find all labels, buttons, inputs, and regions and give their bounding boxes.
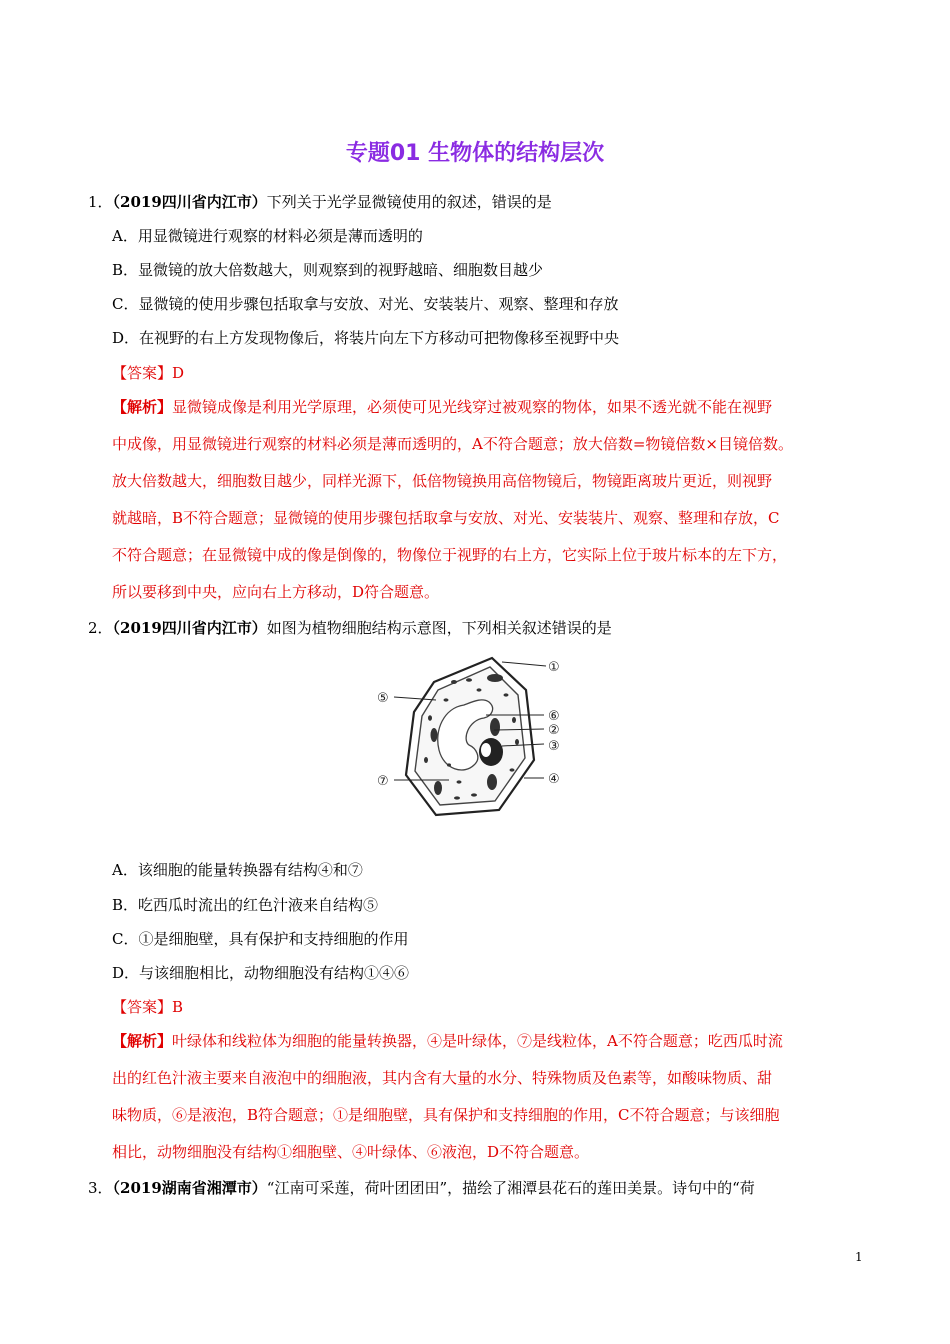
label-1: ①	[548, 660, 560, 675]
question-text: 如图为植物细胞结构示意图，下列相关叙述错误的是	[266, 619, 612, 637]
label-7: ⑦	[377, 774, 389, 789]
q2-option-c: C．①是细胞壁，具有保护和支持细胞的作用	[112, 930, 409, 948]
question-2-stem	[88, 618, 612, 638]
q2-analysis-line-4: 相比，动物细胞没有结构①细胞壁、④叶绿体、⑥液泡，D不符合题意。	[112, 1143, 590, 1161]
q2-answer	[112, 997, 183, 1017]
q2-analysis-line-2: 出的红色汁液主要来自液泡中的细胞液，其内含有大量的水分、特殊物质及色素等，如酸味物质、甜	[112, 1069, 773, 1087]
q1-analysis-line-2: 中成像，用显微镜进行观察的材料必须是薄而透明的，A不符合题意；放大倍数=物镜倍数×目镜倍数。	[112, 435, 793, 453]
q2-analysis-line-3: 味物质，⑥是液泡，B符合题意；①是细胞壁，具有保护和支持细胞的作用，C不符合题意；与该细胞	[112, 1106, 780, 1124]
chloroplast	[490, 718, 500, 736]
page-number: 1	[855, 1250, 863, 1264]
analysis-text: 叶绿体和线粒体为细胞的能量转换器，④是叶绿体，⑦是线粒体，A不符合题意；吃西瓜时流	[172, 1032, 783, 1050]
analysis-text: 显微镜成像是利用光学原理，必须使可见光线穿过被观察的物体，如果不透光就不能在视野	[172, 398, 773, 416]
q1-analysis-line-3: 放大倍数越大，细胞数目越少，同样光源下，低倍物镜换用高倍物镜后，物镜距离玻片更近，则视野	[112, 472, 773, 490]
answer-value: B	[172, 998, 184, 1016]
q1-option-d: D．在视野的右上方发现物像后，将装片向左下方移动可把物像移至视野中央	[112, 329, 620, 347]
q2-analysis-line-1	[112, 1031, 783, 1051]
question-source: （2019四川省内江市）	[112, 619, 267, 637]
answer-value: D	[172, 364, 185, 382]
analysis-tag: 【解析】	[112, 1032, 173, 1050]
chloroplast	[487, 774, 497, 790]
question-number: 3．	[88, 1179, 113, 1197]
question-number: 1．	[88, 193, 113, 211]
answer-tag: 【答案】	[112, 998, 173, 1016]
question-number: 2．	[88, 619, 113, 637]
question-text: 下列关于光学显微镜使用的叙述，错误的是	[266, 193, 552, 211]
q1-option-a: A．用显微镜进行观察的材料必须是薄而透明的	[112, 227, 423, 245]
q1-option-c: C．显微镜的使用步骤包括取拿与安放、对光、安装装片、观察、整理和存放	[112, 295, 619, 313]
q1-analysis-line-1	[112, 397, 772, 417]
q2-option-d: D．与该细胞相比，动物细胞没有结构①④⑥	[112, 964, 410, 982]
page-title: 专题01 生物体的结构层次	[345, 141, 605, 166]
q1-analysis-line-6: 所以要移到中央，应向右上方移动，D符合题意。	[112, 583, 440, 601]
question-3-stem	[88, 1178, 755, 1198]
label-4: ④	[548, 772, 560, 787]
q1-analysis-line-4: 就越暗，B不符合题意；显微镜的使用步骤包括取拿与安放、对光、安装装片、观察、整理和存放，C	[112, 509, 780, 527]
question-text: “江南可采莲，荷叶团团田”，描绘了湘潭县花石的莲田美景。诗句中的“荷	[266, 1179, 755, 1197]
label-5: ⑤	[377, 691, 389, 706]
q1-answer	[112, 363, 184, 383]
chloroplast	[487, 674, 503, 682]
q1-analysis-line-5: 不符合题意；在显微镜中成的像是倒像的，物像位于视野的右上方，它实际上位于玻片标本的左下方，	[112, 546, 788, 564]
question-source: （2019四川省内江市）	[112, 193, 267, 211]
answer-tag: 【答案】	[112, 364, 173, 382]
question-1-stem	[88, 192, 552, 212]
question-source: （2019湖南省湘潭市）	[112, 1179, 267, 1197]
label-2: ②	[548, 723, 560, 738]
label-3: ③	[548, 739, 560, 754]
label-6: ⑥	[548, 709, 560, 724]
analysis-tag: 【解析】	[112, 398, 173, 416]
q1-option-b: B．显微镜的放大倍数越大，则观察到的视野越暗、细胞数目越少	[112, 261, 544, 279]
q2-option-b: B．吃西瓜时流出的红色汁液来自结构⑤	[112, 896, 379, 914]
plant-cell-diagram	[374, 650, 574, 825]
chloroplast	[434, 781, 442, 795]
chloroplast	[431, 728, 438, 742]
q2-option-a: A．该细胞的能量转换器有结构④和⑦	[112, 861, 363, 879]
